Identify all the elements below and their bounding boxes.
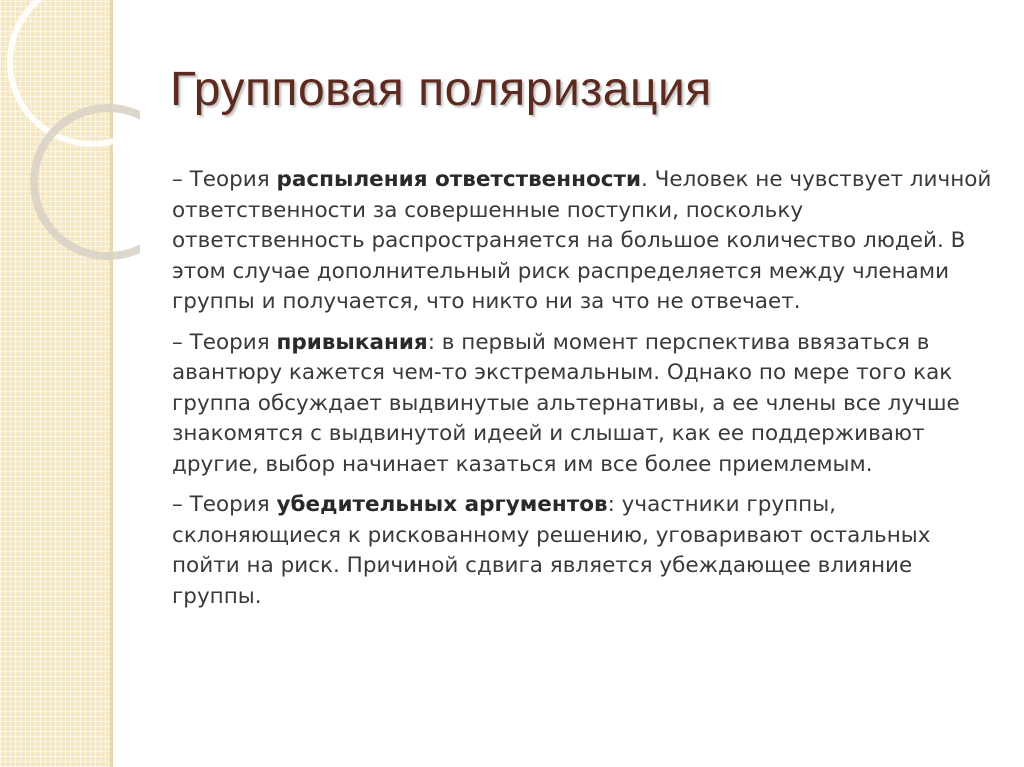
paragraph-text: : участники группы, склоняющиеся к рискованному решению, уговаривают остальных пойти на риск. Причиной сдвига является убеждающее влияние группы. (172, 492, 931, 609)
dash: – (172, 167, 183, 192)
theory-paragraph (172, 490, 1002, 612)
slide-title: Групповая поляризация (170, 63, 712, 116)
theory-paragraph (172, 328, 1002, 481)
paragraph-text: : в первый момент перспектива ввязаться в авантюру кажется чем-то экстремальным. Однако по мере того как группа обсуждает выдвинутые альтернативы, а ее члены все лучше знакомятся с выдвинутой идеей и слышат, как ее поддерживают другие, выбор начинает казаться им все более приемлемым. (172, 329, 960, 477)
paragraph-prefix: Теория (182, 167, 277, 192)
dash: – (172, 329, 183, 355)
theory-term: распыления ответственности (276, 167, 642, 192)
paragraph-prefix: Теория (182, 492, 277, 517)
ring-bottom (34, 108, 140, 256)
theory-term: убедительных аргументов (276, 492, 608, 517)
paragraph-text: . Человек не чувствует личной ответственности за совершенные поступки, поскольку ответственность распространяется на большое количество людей. В этом случае дополнительный риск распределяется между членами группы и получается, что никто ни за что не отвечает. (172, 167, 992, 314)
theory-paragraph (172, 165, 1002, 318)
ring-top (10, 0, 140, 144)
theory-term: привыкания (276, 329, 428, 355)
slide-body (172, 165, 1002, 622)
paragraph-prefix: Теория (182, 329, 277, 355)
dash: – (172, 492, 183, 517)
decorative-rings (0, 0, 140, 260)
